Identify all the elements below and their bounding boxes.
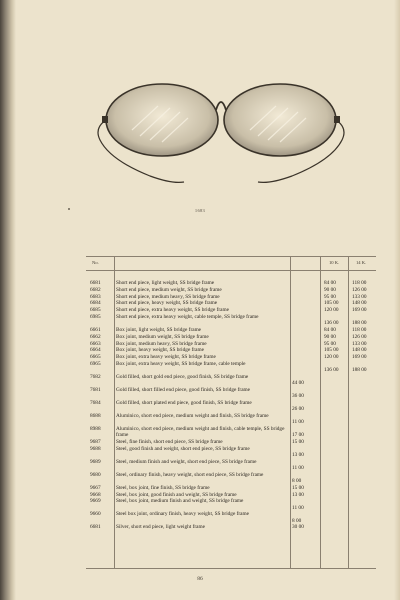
catalog-number: 6661 <box>90 327 101 333</box>
item-description: Steel box joint, ordinary finish, heavy weight, SS bridge frame <box>116 511 249 518</box>
margin-dot <box>68 208 70 210</box>
item-description: Short end piece, heavy weight, SS bridge frame <box>116 300 218 307</box>
item-description: Box joint, medium weight, SS bridge frame <box>116 333 209 340</box>
item-description: Box joint, extra heavy weight, SS bridge frame, cable temple <box>116 361 246 367</box>
price-10k: 136 00 <box>324 367 339 374</box>
table-row <box>86 354 376 360</box>
price-plain: 13 00 <box>292 451 304 458</box>
table-top-rule <box>86 256 376 257</box>
price-10k: 90 00 <box>324 333 336 340</box>
price-plain: 11 00 <box>292 419 304 426</box>
price-14k: 118 00 <box>352 280 367 286</box>
item-description: Short end piece, extra heavy weight, SS bridge frame <box>116 307 229 314</box>
catalog-number: 6684 <box>90 300 101 307</box>
item-description: Aluminico, short end piece, medium weight and finish, SS bridge frame <box>116 413 269 419</box>
item-description: Steel, box joint, good finish and weight, SS bridge frame <box>116 491 237 498</box>
item-description: Gold filled, short gold end piece, good finish, SS bridge frame <box>116 374 249 380</box>
table-header-rule <box>86 270 376 271</box>
item-description: Steel, fine finish, short end piece, SS bridge frame <box>116 439 223 445</box>
price-10k: 95 00 <box>324 340 336 347</box>
catalog-number: 6664 <box>90 347 101 354</box>
catalog-number: 6682 <box>90 286 101 293</box>
price-plain: 17 00 <box>292 432 304 439</box>
catalog-number: 9668 <box>90 491 101 498</box>
catalog-number: 9687 <box>90 439 101 445</box>
catalog-number: 8988 <box>90 426 101 432</box>
table-row <box>86 492 376 498</box>
table-row <box>86 314 376 326</box>
catalog-number: 9680 <box>90 471 101 478</box>
table-row <box>86 400 376 412</box>
header-10k: 10 K. <box>329 260 340 265</box>
book-spine-shadow <box>0 0 16 600</box>
table-row <box>86 439 376 445</box>
price-14k: 118 00 <box>352 327 367 333</box>
price-10k: 120 00 <box>324 307 339 314</box>
header-14k: 14 K. <box>356 260 367 265</box>
price-14k: 133 00 <box>352 340 367 347</box>
catalog-number: 7681 <box>90 387 101 393</box>
catalog-number: 9669 <box>90 498 101 505</box>
right-lens <box>224 84 336 156</box>
page-edge <box>394 0 400 600</box>
table-row <box>86 327 376 333</box>
table-row <box>86 485 376 491</box>
price-14k: 188 00 <box>352 320 367 327</box>
price-14k: 133 00 <box>352 293 367 300</box>
catalog-number: 6683 <box>90 293 101 300</box>
table-row <box>86 446 376 458</box>
table-row <box>86 374 376 386</box>
table-row <box>86 459 376 471</box>
header-no: No. <box>92 260 99 265</box>
price-plain: 36 00 <box>292 393 304 400</box>
bridge <box>216 102 226 110</box>
price-table <box>86 256 376 568</box>
table-row <box>86 287 376 293</box>
catalog-number: 6663 <box>90 340 101 347</box>
price-10k: 84 00 <box>324 280 336 286</box>
item-description: Short end piece, light weight, SS bridge frame <box>116 280 215 286</box>
price-10k: 95 00 <box>324 293 336 300</box>
price-10k: 90 00 <box>324 286 336 293</box>
catalog-number: 6965 <box>90 361 101 367</box>
table-row <box>86 511 376 523</box>
table-row <box>86 347 376 353</box>
price-10k: 105 00 <box>324 300 339 307</box>
table-row <box>86 300 376 306</box>
table-row <box>86 387 376 399</box>
item-description: Steel, box joint, medium finish and weight, SS bridge frame <box>116 498 244 505</box>
price-10k: 120 00 <box>324 354 339 361</box>
catalog-number: 9688 <box>90 445 101 452</box>
price-14k: 169 00 <box>352 354 367 361</box>
catalog-number: 6681 <box>90 280 101 286</box>
figure-number: 1683 <box>194 208 206 213</box>
table-bottom-rule <box>86 568 376 569</box>
table-row <box>86 307 376 313</box>
item-description: Short end piece, medium heavy, SS bridge frame <box>116 293 220 300</box>
item-description: Aluminico, short end piece, medium weight and finish, cable temple, SS bridge frame <box>116 426 285 439</box>
catalog-number: 8688 <box>90 413 101 419</box>
price-plain: 13 00 <box>292 491 304 498</box>
catalog-number: 9689 <box>90 458 101 465</box>
table-row <box>86 294 376 300</box>
price-10k: 136 00 <box>324 320 339 327</box>
item-description: Steel, box joint, fine finish, SS bridge frame <box>116 484 210 491</box>
item-description: Silver, short end piece, light weight frame <box>116 524 205 531</box>
table-row <box>86 498 376 510</box>
table-row <box>86 472 376 484</box>
catalog-number: 6685 <box>90 307 101 314</box>
table-row <box>86 280 376 286</box>
price-14k: 126 00 <box>352 286 367 293</box>
item-description: Gold filled, short filled end piece, good finish, SS bridge frame <box>116 387 251 393</box>
price-plain: 44 00 <box>292 380 304 387</box>
item-description: Box joint, light weight, SS bridge frame <box>116 327 202 333</box>
page-number: 86 <box>197 576 203 582</box>
price-plain: 8 00 <box>292 517 302 524</box>
price-14k: 148 00 <box>352 347 367 354</box>
item-description: Steel, medium finish and weight, short end piece, SS bridge frame <box>116 458 257 465</box>
table-row <box>86 361 376 373</box>
item-description: Box joint, medium heavy, SS bridge frame <box>116 340 207 347</box>
item-description: Gold filled, short plated end piece, good finish, SS bridge frame <box>116 400 252 406</box>
spectacles-illustration <box>92 80 352 220</box>
catalog-number: 6681 <box>90 524 101 531</box>
item-description: Short end piece, medium weight, SS bridge frame <box>116 286 222 293</box>
item-description: Short end piece, extra heavy weight, cable temple, SS bridge frame <box>116 314 259 320</box>
price-14k: 148 00 <box>352 300 367 307</box>
table-row <box>86 413 376 425</box>
item-description: Box joint, extra heavy weight, SS bridge frame <box>116 354 216 361</box>
left-lens <box>106 84 218 156</box>
price-10k: 84 00 <box>324 327 336 333</box>
price-plain: 11 00 <box>292 504 304 511</box>
price-plain: 15 00 <box>292 439 304 445</box>
catalog-number: 9667 <box>90 484 101 491</box>
item-description: Steel, good finish and weight, short end piece, SS bridge frame <box>116 445 250 452</box>
table-row <box>86 341 376 347</box>
price-14k: 126 00 <box>352 333 367 340</box>
catalog-number: 7684 <box>90 400 101 406</box>
item-description: Box joint, heavy weight, SS bridge frame <box>116 347 204 354</box>
item-description: Steel, ordinary finish, heavy weight, short end piece, SS bridge frame <box>116 471 264 478</box>
catalog-number: 6662 <box>90 333 101 340</box>
price-plain: 26 00 <box>292 406 304 413</box>
table-row <box>86 524 376 530</box>
price-plain: 8 00 <box>292 477 302 484</box>
price-14k: 188 00 <box>352 367 367 374</box>
price-plain: 11 00 <box>292 464 304 471</box>
table-row <box>86 334 376 340</box>
price-10k: 105 00 <box>324 347 339 354</box>
catalog-number: 7682 <box>90 374 101 380</box>
table-row <box>86 426 376 438</box>
catalog-number: 6665 <box>90 354 101 361</box>
catalog-number: 9660 <box>90 511 101 518</box>
catalog-number: 6985 <box>90 314 101 320</box>
price-plain: 30 00 <box>292 524 304 531</box>
price-14k: 169 00 <box>352 307 367 314</box>
price-plain: 15 00 <box>292 484 304 491</box>
